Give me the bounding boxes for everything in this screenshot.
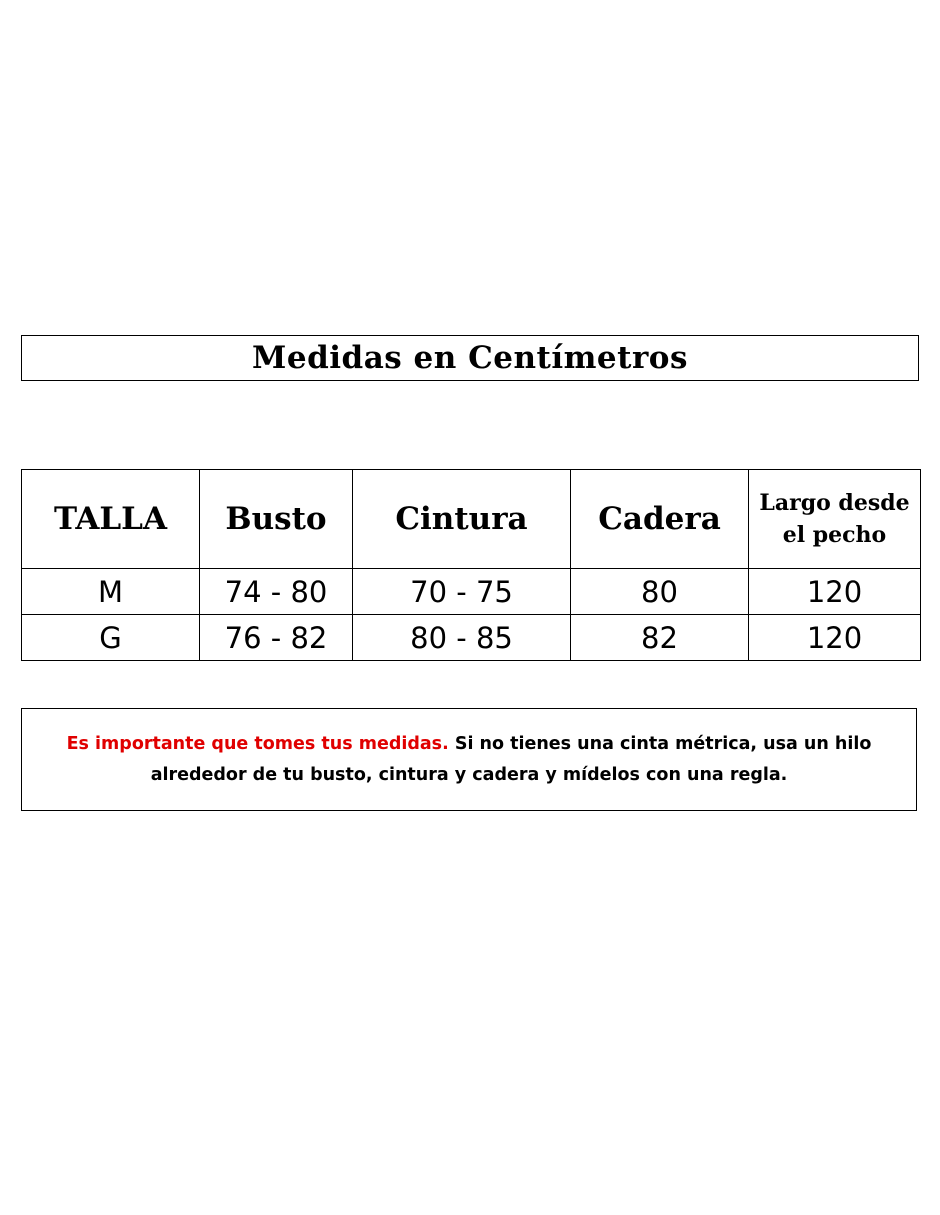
note-highlight: Es importante que tomes tus medidas. (66, 733, 449, 754)
size-table (21, 469, 921, 661)
note-body: Si no tienes una cinta métrica, usa un hilo alrededor de tu busto, cintura y cadera y mídelos con una regla. (150, 733, 872, 785)
cell-talla: M (22, 569, 200, 615)
cell-cadera: 80 (571, 569, 749, 615)
header-busto: Busto (200, 470, 353, 569)
header-talla: TALLA (22, 470, 200, 569)
cell-busto: 76 - 82 (200, 615, 353, 661)
header-cadera: Cadera (571, 470, 749, 569)
cell-largo: 120 (749, 569, 921, 615)
table-row (22, 569, 921, 615)
title-box (21, 335, 919, 381)
note-text (62, 729, 876, 791)
page-title: Medidas en Centímetros (252, 340, 688, 376)
table-row (22, 615, 921, 661)
table-header-row (22, 470, 921, 569)
header-largo-line1: Largo desde (759, 490, 910, 516)
cell-cintura: 70 - 75 (353, 569, 571, 615)
cell-cintura: 80 - 85 (353, 615, 571, 661)
header-largo (749, 470, 921, 569)
cell-largo: 120 (749, 615, 921, 661)
cell-cadera: 82 (571, 615, 749, 661)
note-box (21, 708, 917, 811)
cell-talla: G (22, 615, 200, 661)
header-cintura: Cintura (353, 470, 571, 569)
header-largo-line2: el pecho (782, 522, 887, 548)
cell-busto: 74 - 80 (200, 569, 353, 615)
